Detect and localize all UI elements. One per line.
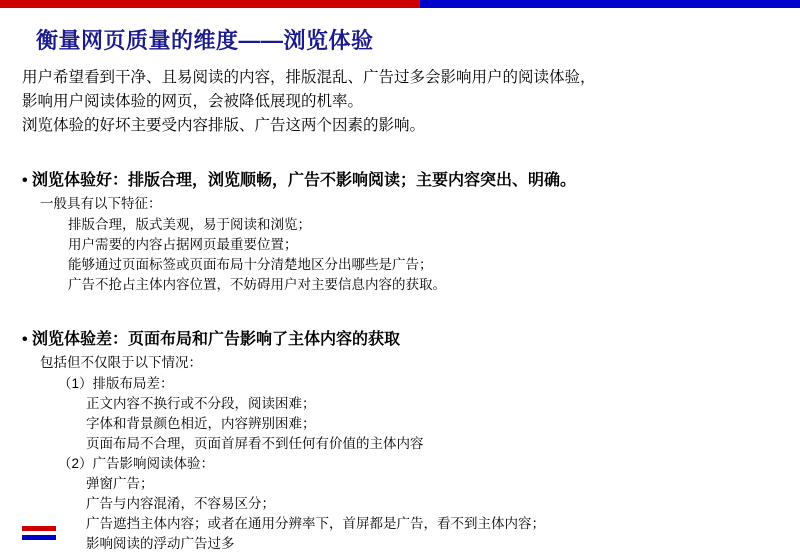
good-experience-list [22, 215, 782, 295]
intro-line-3: 浏览体验的好坏主要受内容排版、广告这两个因素的影响。 [22, 117, 426, 134]
bottom-decor-bar-blue [22, 535, 56, 540]
top-decor-bar-blue [420, 0, 800, 8]
list-item: 页面布局不合理，页面首屏看不到任何有价值的主体内容 [86, 436, 424, 451]
slide-content [22, 66, 782, 554]
bottom-decor-bar-red [22, 526, 56, 531]
intro-line-1: 用户希望看到干净、且易阅读的内容，排版混乱、广告过多会影响用户的阅读体验， [22, 69, 596, 86]
bad-group-1-heading: （1）排版布局差： [58, 376, 174, 391]
list-item: 广告与内容混淆，不容易区分； [86, 496, 275, 511]
top-decor-bar-red [0, 0, 420, 8]
list-item: 广告遮挡主体内容；或者在通用分辨率下，首屏都是广告，看不到主体内容； [86, 516, 545, 531]
good-experience-rest: 排版合理，浏览顺畅，广告不影响阅读；主要内容突出、明确。 [128, 172, 577, 189]
list-item: 影响阅读的浮动广告过多 [86, 536, 235, 551]
section-bad-experience [22, 329, 782, 554]
bad-experience-heading [22, 329, 782, 351]
list-item: 能够通过页面标签或页面布局十分清楚地区分出哪些是广告； [68, 257, 433, 272]
list-item: 正文内容不换行或不分段，阅读困难； [86, 396, 316, 411]
section-good-experience [22, 170, 782, 295]
bad-group-2-list [22, 474, 782, 554]
bad-experience-note: 包括但不仅限于以下情况： [40, 355, 202, 370]
bad-group-2-heading: （2）广告影响阅读体验： [58, 456, 215, 471]
bullet-dot-icon: • [22, 172, 28, 189]
good-experience-heading [22, 170, 782, 192]
good-experience-label: 浏览体验好： [32, 172, 129, 189]
intro-paragraph [22, 66, 782, 138]
list-item: 弹窗广告； [86, 476, 154, 491]
bad-experience-label: 浏览体验差： [32, 331, 129, 348]
bad-group-1-list [22, 394, 782, 454]
list-item: 用户需要的内容占据网页最重要位置； [68, 237, 298, 252]
list-item: 广告不抢占主体内容位置，不妨碍用户对主要信息内容的获取。 [68, 277, 446, 292]
list-item: 排版合理，版式美观，易于阅读和浏览； [68, 217, 311, 232]
good-experience-note: 一般具有以下特征： [40, 196, 162, 211]
list-item: 字体和背景颜色相近，内容辨别困难； [86, 416, 316, 431]
intro-line-2: 影响用户阅读体验的网页，会被降低展现的机率。 [22, 93, 364, 110]
bullet-dot-icon: • [22, 331, 28, 348]
page-title: 衡量网页质量的维度——浏览体验 [36, 28, 374, 53]
bad-experience-rest: 页面布局和广告影响了主体内容的获取 [128, 331, 401, 348]
